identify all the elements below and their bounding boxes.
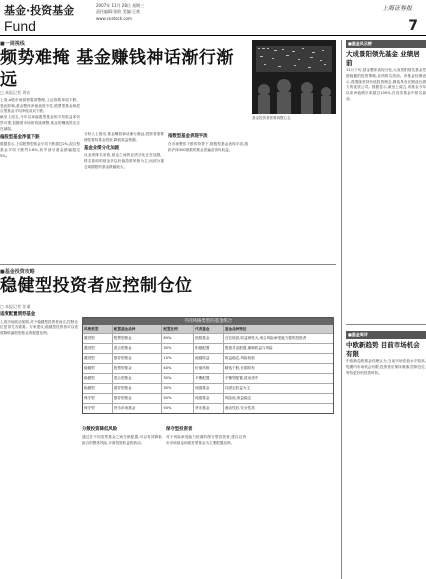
section-title: 基金·投资基金 (4, 4, 75, 17)
table-cell: 10% (162, 354, 194, 363)
table-cell: 股票型基金 (113, 364, 163, 373)
sidebar-section-label: ■基金周评 (346, 331, 426, 339)
second-paragraph: 通过在不同类型基金之间分散配置,可以有效降低组合的整体风险,平滑投资收益的波动。 (82, 434, 162, 445)
table-cell: 债券型基金 (113, 384, 163, 393)
lead-photo (252, 40, 336, 114)
table-cell: 保守型 (83, 394, 113, 403)
table-cell: 激进型 (83, 344, 113, 353)
main-content (0, 40, 336, 579)
table-cell: 40% (162, 364, 194, 373)
sidebar-section-label: ■基金风云榜 (346, 40, 426, 48)
table-cell: 债券型基金 (113, 354, 163, 363)
second-paragraph: 对于风险承受能力较弱的保守型投资者,建议以货币市场基金和债券型基金为主要配置品种。 (166, 434, 246, 445)
second-paragraph: 上周市场波动加剧,对于稳健型投资者而言,控制仓位显得尤为重要。专家建议,稳健型投资者可以适度降低偏股型基金的配置比例。 (0, 319, 78, 336)
sidebar-divider (346, 324, 426, 325)
sidebar (341, 40, 426, 579)
lead-header (0, 40, 250, 91)
issue-meta (96, 3, 276, 15)
table-cell: 稳健型 (83, 364, 113, 373)
lead-headline: 频势难掩 基金赚钱神话渐行渐远 (0, 48, 234, 90)
second-subheading: 保守型投资者 (166, 427, 193, 432)
lead-subheading: 偏股型基金净值下跌 (0, 134, 40, 140)
table-cell: 积极配置 (194, 344, 224, 353)
second-column-2 (82, 425, 162, 578)
table-cell: 指数基金 (194, 334, 224, 343)
lead-paragraph: 上周,A股市场弱势震荡整理,上证指数单周下跌。受此影响,基金整体净值表现不佳,股票型基金和混合型基金平均净值双双下跌。 (0, 97, 80, 114)
table-row (83, 373, 333, 383)
lead-column-3 (168, 132, 248, 260)
table-cell: 精选个股,长期持有 (224, 366, 255, 370)
table-cell: 债券型基金 (113, 394, 163, 403)
table-cell: 货币市场基金 (113, 404, 163, 413)
table-cell: 以固定收益为主 (224, 386, 251, 390)
second-column-3 (166, 425, 246, 578)
table-cell: 仓位较高,收益弹性大,适合风险承受能力强的投资者 (224, 336, 307, 340)
second-subheading: 适度配置债券基金 (0, 311, 36, 317)
lead-paragraph: 数据显示,上周股票型基金平均下跌超过2%,混合型基金平均下跌约1.8%,其中部分基金跌幅超过5%。 (0, 142, 80, 158)
website-url[interactable]: www.cnstock.com (96, 16, 132, 21)
table-cell: 股票型基金 (113, 334, 163, 343)
table-row (83, 403, 333, 413)
table-row (83, 363, 333, 373)
table-cell: 60% (162, 334, 194, 343)
lead-paragraph: 截至上周五,今年以来偏股型基金的平均收益率仍然可观,但随着市场的持续调整,基金的赚钱效应正在减弱。 (0, 115, 80, 131)
table-cell: 混合型基金 (113, 344, 163, 353)
column-header: 风格类型 (83, 325, 113, 333)
photo-caption: 基金投资者需要调整心态 (252, 116, 291, 120)
table-cell: 保守型 (83, 404, 113, 413)
table-row (83, 353, 333, 363)
table-cell: 稳健型 (83, 384, 113, 393)
table-cell: 50% (162, 394, 194, 403)
column-header: 配置基金品种 (113, 325, 163, 333)
table-row (83, 393, 333, 403)
second-headline: 稳健型投资者应控制仓位 (0, 276, 193, 296)
second-kicker: ■基金投资攻略 (0, 269, 35, 275)
table-cell: 稳健收益 (194, 354, 224, 363)
editor-credits: 责任编辑:张欧 美编:王欢 (96, 9, 140, 14)
table-row (83, 343, 333, 353)
fund-portfolio-table (82, 317, 334, 414)
table-cell: 流动性好,安全性高 (224, 406, 255, 410)
table-cell: 30% (162, 344, 194, 353)
lead-paragraph: 分析人士指出,基金赚钱神话渐行渐远,投资者需要理性看待基金投资,降低收益预期。 (84, 132, 164, 142)
table-row (83, 383, 333, 393)
lead-paragraph: 从业绩排名来看,基金之间的业绩分化正在加剧。排名靠前的基金多以价值投资风格为主,而部分重仓周期股的基金跌幅较大。 (84, 153, 164, 169)
sidebar-text: 中欧新趋势基金经理认为,当前市场估值水平较高,短期内市场机会有限,投资者应保持谨慎,控制仓位,等待更好的投资时机。 (346, 359, 426, 375)
column-header: 代表基金 (194, 325, 224, 333)
table-cell: 价值风格 (194, 364, 224, 373)
sidebar-headline: 大成景阳领先基金 业绩居前 (346, 50, 420, 67)
table-cell: 股债灵活配置,兼顾收益与风险 (224, 346, 273, 350)
section-title-en: Fund (4, 18, 36, 34)
table-cell: 平衡型配置,波动适中 (224, 376, 259, 380)
table-cell: 货币基金 (194, 404, 224, 413)
table-header-row (83, 325, 333, 333)
sidebar-text: 11月下旬,基金整体表现分化,大成景阳领先基金凭借稳健的投资策略,业绩排名居前。该基金经理表示,将继续坚持价值投资理念,精选具有长期成长潜力的优质公司。数据显示,截至上周五,该基金今年以来净值增长率超过100%,在同类基金中排名靠前。 (346, 68, 426, 101)
lead-kicker: ■一周视线 (0, 41, 25, 47)
second-subheading: 分散投资降低风险 (82, 427, 118, 432)
column-header: 基金品种特征 (224, 327, 247, 331)
masthead (0, 0, 426, 36)
lead-paragraph: 在市场整体下跌的背景下,指数型基金表现平淡,跟踪沪深300指数的基金普遍录得负收益。 (168, 141, 248, 152)
table-cell: 50% (162, 404, 194, 413)
table-cell: 30% (162, 374, 194, 383)
newspaper-brand: 上海证券报 (381, 5, 412, 12)
table-cell: 混合型基金 (113, 374, 163, 383)
table-cell: 激进型 (83, 334, 113, 343)
second-column-1 (0, 302, 78, 578)
page-number: 7 (408, 18, 418, 34)
table-cell: 稳健型 (83, 374, 113, 383)
lead-column-2 (84, 132, 164, 260)
table-cell: 收益稳定,风险较低 (224, 356, 255, 360)
second-header (0, 268, 336, 297)
table-cell: 激进型 (83, 354, 113, 363)
trading-floor-image (252, 40, 336, 114)
second-author: □ 本报记者 张谨 (0, 304, 31, 309)
table-cell: 风险低,收益稳定 (224, 396, 252, 400)
issue-date: 2007年 11月 28日 星期三 (96, 3, 145, 8)
column-header: 配置比例 (162, 325, 194, 333)
table-row (83, 333, 333, 343)
table-cell: 纯债基金 (194, 384, 224, 393)
table-cell: 平衡配置 (194, 374, 224, 383)
lead-subheading: 基金业绩分化加剧 (84, 145, 120, 151)
sidebar-headline: 中欧新趋势 目前市场机会有限 (346, 341, 420, 358)
table-cell: 纯债基金 (194, 394, 224, 403)
lead-subheading: 指数型基金表现平淡 (168, 134, 208, 139)
lead-author: □ 本报记者 周宏 (0, 90, 31, 95)
table-title: 不同风格类型的基金组合 (83, 318, 333, 325)
table-body (83, 333, 333, 413)
lead-column-1 (0, 88, 80, 260)
table-cell: 30% (162, 384, 194, 393)
section-divider (0, 264, 336, 265)
